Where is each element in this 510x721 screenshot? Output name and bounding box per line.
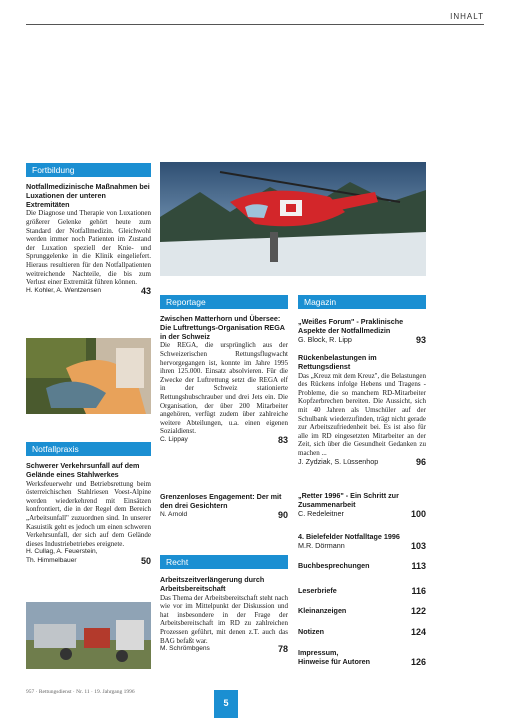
section-bar-magazin: Magazin (298, 295, 426, 309)
entry-title: Rückenbelastungen im Rettungsdienst (298, 353, 377, 371)
entry-authors: C. Redeleitner (298, 508, 344, 518)
entry-page: 96 (415, 456, 426, 467)
entry-title: 4. Bielefelder Notfalltage 1996 (298, 532, 400, 541)
page-number: 5 (214, 690, 238, 718)
entry-authors: G. Block, R. Lipp (298, 334, 352, 344)
article-body: Werksfeuerwehr und Betriebsrettung beim österreichischen Stahlriesen Voest-Alpine werden wiederkehrend mit Einsätzen konfrontiert, die in der Regel dem Bereich „Arbeitsunfall" zuzuordnen sind. In unserer Kasuistik geht es jedoch um einen schweren Verkehrsunfall, der sich auf dem Gelände dieses Industriebetriebes ereignete. (26, 479, 151, 548)
entry-rueckenbelastungen (298, 354, 426, 466)
article-title: Schwerer Verkehrsunfall auf dem Gelände eines Stahlwerkes (26, 461, 140, 479)
entry-weisses-forum (298, 318, 426, 344)
entry-page: 93 (415, 334, 426, 345)
article-recht (160, 576, 288, 654)
article-authors: H. Kohler, A. Wentzensen (26, 286, 102, 294)
entry-body: Das „Kreuz mit dem Kreuz", die Belastungen des Rückens infolge Hebens und Tragens - Probleme, die so manchem RD-Mitarbeiter Kopfzerbrechen bereiten. Die Aussicht, sich mit 40 Jahren als Umschüler auf der Schulbank wiederzufinden, trägt nicht gerade zur Arbeitszufriedenheit bei. Es ist also für alle im RD eingesetzten Mitarbeiter an der Zeit, sich über die Gesundheit Gedanken zu machen ... (298, 371, 426, 457)
article-page: 83 (277, 434, 288, 445)
entry-title: Impressum, (298, 648, 339, 657)
entry-title: Leserbriefe (298, 586, 337, 595)
entry-page: 116 (411, 586, 426, 596)
article-body: Das Thema der Arbeitsbereitschaft steht nach wie vor im Mittelpunkt der Diskussion und hat insbesondere in der Frage der Arbeitsbereitschaft im RD zu zahlreichen Prozessen geführt, mit denen z.T. auch das BAG befaßt war. (160, 593, 288, 645)
article-page: 43 (140, 285, 151, 296)
article-authors: H. Cullag, A. Feuerstein, (26, 548, 98, 556)
entry-page: 113 (411, 561, 426, 571)
entry-title: Kleinanzeigen (298, 606, 347, 615)
article-reportage (160, 315, 288, 445)
entry-page: 100 (410, 508, 426, 519)
entry-buchbesprechungen (298, 562, 426, 571)
entry-authors: M.R. Dörmann (298, 540, 345, 550)
entry-title: Notizen (298, 627, 324, 636)
article-notfallpraxis (26, 462, 151, 566)
section-bar-fortbildung: Fortbildung (26, 163, 151, 177)
article-body: Die Diagnose und Therapie von Luxationen größerer Gelenke gehört heute zum Standard der Notfallmedizin. Gleichwohl werden immer noch Patienten im Zustand der Luxation speziell der Knie- und Sprunggelenke in die Klinik eingeliefert. Hieraus resultieren für den Notfallpatienten weitreichende Nachteile, die bis zum Verlust einer Extremität führen können. (26, 209, 151, 287)
article-fortbildung (26, 183, 151, 295)
entry-retter-1996 (298, 492, 426, 518)
article-page: 50 (140, 555, 151, 566)
entry-impressum (298, 649, 426, 667)
article-authors: N. Arnold (160, 510, 188, 518)
photo-rega-helicopter (160, 162, 426, 276)
entry-leserbriefe (298, 587, 426, 596)
entry-title: Buchbesprechungen (298, 561, 370, 570)
article-authors: C. Lippay (160, 435, 188, 443)
entry-title: Hinweise für Autoren (298, 656, 371, 666)
photo-accident (26, 602, 151, 669)
article-body: Die REGA, die ursprünglich aus der Schweizerischen Rettungsflugwacht hervorgegangen ist, konnte im Jahre 1995 ihren 125.000. Einsatz absolvieren. Für die Zwecke der Luftrettung setzt die REGA elf in der Schweiz stationierte Rettungshubschrauber und drei Jets ein. Die Organisation, der über 200 Mitarbeiter angehören, verfügt zudem über zahlreiche weitere Abteilungen, u.a. einen eigenen Sozialdienst. (160, 341, 288, 436)
entry-authors: J. Zydziak, S. Lüssenhop (298, 456, 379, 466)
entry-page: 124 (410, 627, 426, 637)
article-authors: M. Schrömbgens (160, 645, 210, 653)
section-bar-recht: Recht (160, 555, 288, 569)
footer-text: 957 · Rettungsdienst · Nr. 11 · 19. Jahrgang 1996 (26, 689, 135, 695)
entry-title: „Weißes Forum" - Praklinische Aspekte der Notfallmedizin (298, 317, 404, 335)
entry-notizen (298, 628, 426, 637)
entry-kleinanzeigen (298, 607, 426, 616)
entry-page: 103 (410, 540, 426, 551)
article-title: Notfallmedizinische Maßnahmen bei Luxationen der unteren Extremitäten (26, 182, 150, 209)
article-title: Arbeitszeitverlängerung durch Arbeitsbereitschaft (160, 575, 265, 593)
article-title: Grenzenloses Engagement: Der mit den drei Gesichtern (160, 492, 282, 510)
article-title: Zwischen Matterhorn und Übersee: Die Luftrettungs-Organisation REGA in der Schweiz (160, 314, 285, 341)
section-bar-reportage: Reportage (160, 295, 288, 309)
section-bar-notfallpraxis: Notfallpraxis (26, 442, 151, 456)
entry-title: „Retter 1996" - Ein Schritt zur Zusammenarbeit (298, 491, 399, 509)
photo-luxation (26, 338, 151, 414)
entry-page: 122 (410, 606, 426, 616)
article-page: 90 (277, 509, 288, 520)
header-rule (26, 24, 484, 25)
article-authors: Th. Himmelbauer (26, 556, 77, 564)
entry-page: 126 (410, 656, 426, 667)
section-header: INHALT (450, 12, 484, 21)
article-page: 78 (277, 644, 288, 655)
article-grenzenlos (160, 493, 288, 519)
entry-bielefelder (298, 533, 426, 551)
